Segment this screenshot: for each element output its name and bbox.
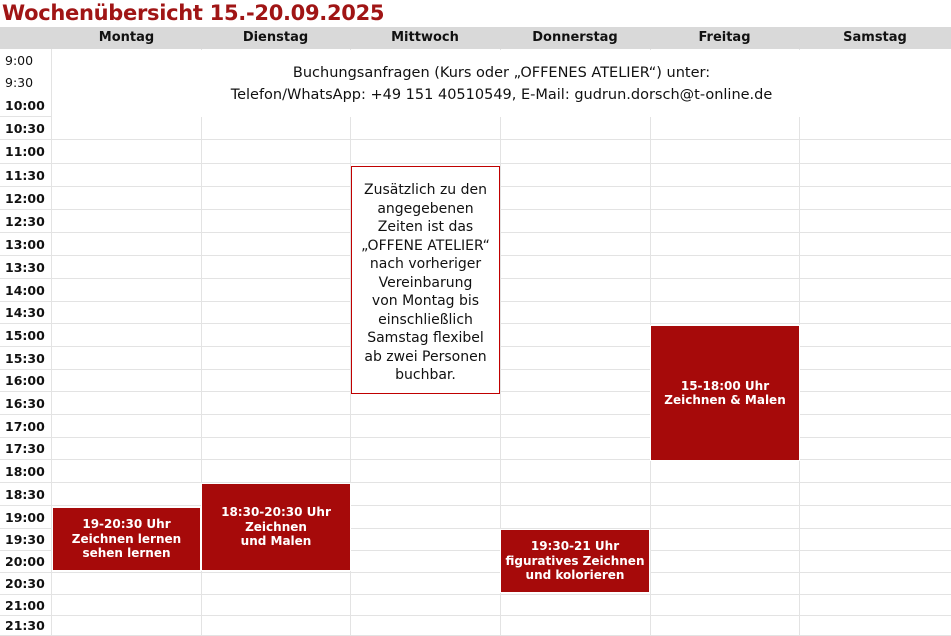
day-header-montag: Montag [98, 30, 155, 45]
day-header-mittwoch: Mittwoch [391, 30, 459, 45]
event-title: Zeichnen lernen [71, 531, 182, 546]
day-header-dienstag: Dienstag [242, 30, 309, 45]
grid-row-line [0, 505, 951, 506]
note-line: einschließlich [378, 311, 473, 328]
event-title: sehen lernen [82, 546, 171, 561]
note-line: Zeiten ist das [377, 219, 474, 235]
time-label: 15:30 [5, 351, 45, 366]
booking-info-line1: Buchungsanfragen (Kurs oder „OFFENES ATELIER“) unter: [292, 65, 711, 81]
time-label: 12:00 [5, 191, 45, 206]
time-label: 18:30 [5, 487, 45, 502]
grid-row-line [0, 414, 951, 415]
time-label: 10:00 [5, 98, 45, 113]
time-label: 9:30 [5, 75, 34, 90]
grid-row-line [0, 459, 951, 460]
open-atelier-note [351, 166, 500, 394]
event-title: Zeichnen & Malen [664, 393, 786, 407]
event-title: und Malen [240, 534, 312, 549]
note-line: Zusätzlich zu den [363, 182, 488, 198]
time-label: 16:00 [5, 373, 45, 388]
day-header-freitag: Freitag [698, 30, 751, 45]
day-header-donnerstag: Donnerstag [532, 30, 618, 45]
grid-row-line [0, 615, 951, 616]
booking-info-line2: Telefon/WhatsApp: +49 151 40510549, E-Mail: gudrun.dorsch@t-online.de [230, 87, 773, 103]
event-title: figuratives Zeichnen [505, 553, 645, 568]
event-dienstag[interactable] [201, 483, 351, 571]
time-label: 17:30 [5, 441, 45, 456]
time-label: 18:00 [5, 464, 45, 479]
note-line: „OFFENE ATELIER“ [361, 237, 490, 254]
grid-row-line [0, 163, 951, 164]
time-label: 9:00 [5, 53, 34, 68]
event-time: 19-20:30 Uhr [82, 517, 171, 532]
page-title: Wochenübersicht 15.-20.09.2025 [2, 1, 385, 25]
event-donnerstag[interactable] [500, 529, 650, 593]
time-label: 21:30 [5, 618, 45, 633]
time-label: 11:30 [5, 168, 45, 183]
event-montag[interactable] [52, 507, 201, 571]
day-header-samstag: Samstag [843, 30, 907, 45]
time-label: 10:30 [5, 121, 45, 136]
note-line: angegebenen [377, 200, 474, 217]
time-label: 21:00 [5, 598, 45, 613]
booking-info [52, 50, 951, 117]
event-time: 18:30-20:30 Uhr [221, 505, 331, 520]
event-freitag[interactable] [650, 325, 800, 461]
note-line: Samstag flexibel [367, 330, 484, 346]
time-label: 17:00 [5, 419, 45, 434]
note-line: nach vorheriger [369, 256, 482, 272]
grid-row-line [0, 572, 951, 573]
time-label: 15:00 [5, 328, 45, 343]
grid-row-line [0, 437, 951, 438]
time-label: 14:00 [5, 283, 45, 298]
time-label: 14:30 [5, 305, 45, 320]
note-line: ab zwei Personen [364, 348, 487, 365]
time-label: 11:00 [5, 144, 45, 159]
event-time: 15-18:00 Uhr [680, 378, 770, 393]
time-label: 19:00 [5, 510, 45, 525]
time-label: 20:30 [5, 576, 45, 591]
note-line: von Montag bis [371, 293, 480, 309]
day-header-row [0, 27, 951, 49]
time-label: 16:30 [5, 396, 45, 411]
event-title: und kolorieren [525, 568, 625, 583]
time-label: 13:30 [5, 260, 45, 275]
time-label: 20:00 [5, 554, 45, 569]
time-label: 13:00 [5, 237, 45, 252]
note-line: Vereinbarung [378, 274, 473, 291]
grid-row-line [0, 594, 951, 595]
time-label: 12:30 [5, 214, 45, 229]
event-title: Zeichnen [245, 519, 307, 534]
grid-row-line [0, 139, 951, 140]
grid-row-line [0, 482, 951, 483]
event-time: 19:30-21 Uhr [530, 539, 620, 554]
note-line: buchbar. [395, 367, 456, 383]
time-label: 19:30 [5, 532, 45, 547]
